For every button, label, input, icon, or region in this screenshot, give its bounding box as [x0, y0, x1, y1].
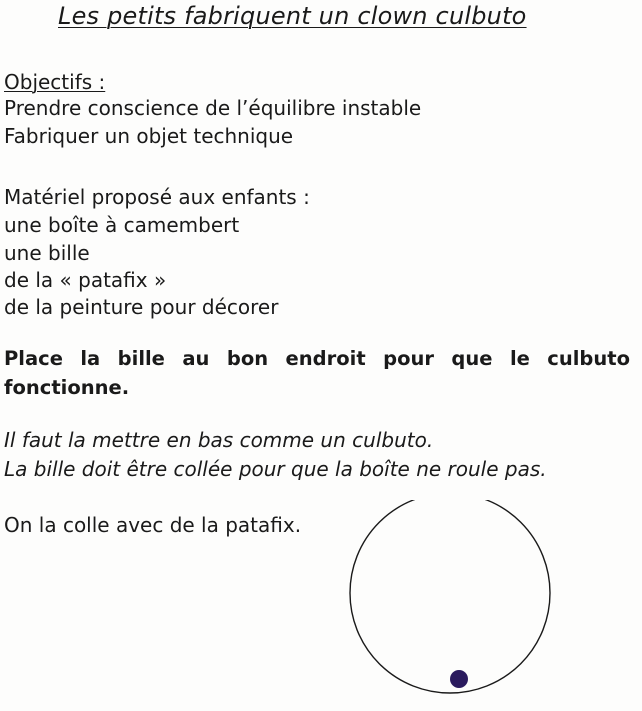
ball-dot	[450, 670, 468, 688]
camembert-box-circle	[350, 500, 550, 693]
instruction-text: Place la bille au bon endroit pour que le culbuto fonctionne.	[4, 347, 630, 399]
objectif-item-2: Fabriquer un objet technique	[4, 124, 294, 148]
materiel-item-2: une bille	[4, 241, 90, 265]
conclusion-text: On la colle avec de la patafix.	[4, 513, 302, 537]
answer-line-1: Il faut la mettre en bas comme un culbuto.	[4, 428, 434, 452]
page-title: Les petits fabriquent un clown culbuto	[58, 2, 527, 30]
answer-line-2: La bille doit être collée pour que la boîte ne roule pas.	[4, 457, 547, 481]
objectif-item-1: Prendre conscience de l’équilibre instable	[4, 96, 422, 120]
culbuto-diagram	[346, 500, 558, 695]
objectifs-heading: Objectifs :	[4, 70, 106, 94]
materiel-item-3: de la « patafix »	[4, 268, 167, 292]
materiel-heading: Matériel proposé aux enfants :	[4, 185, 310, 209]
materiel-item-4: de la peinture pour décorer	[4, 295, 279, 319]
materiel-item-1: une boîte à camembert	[4, 213, 240, 237]
